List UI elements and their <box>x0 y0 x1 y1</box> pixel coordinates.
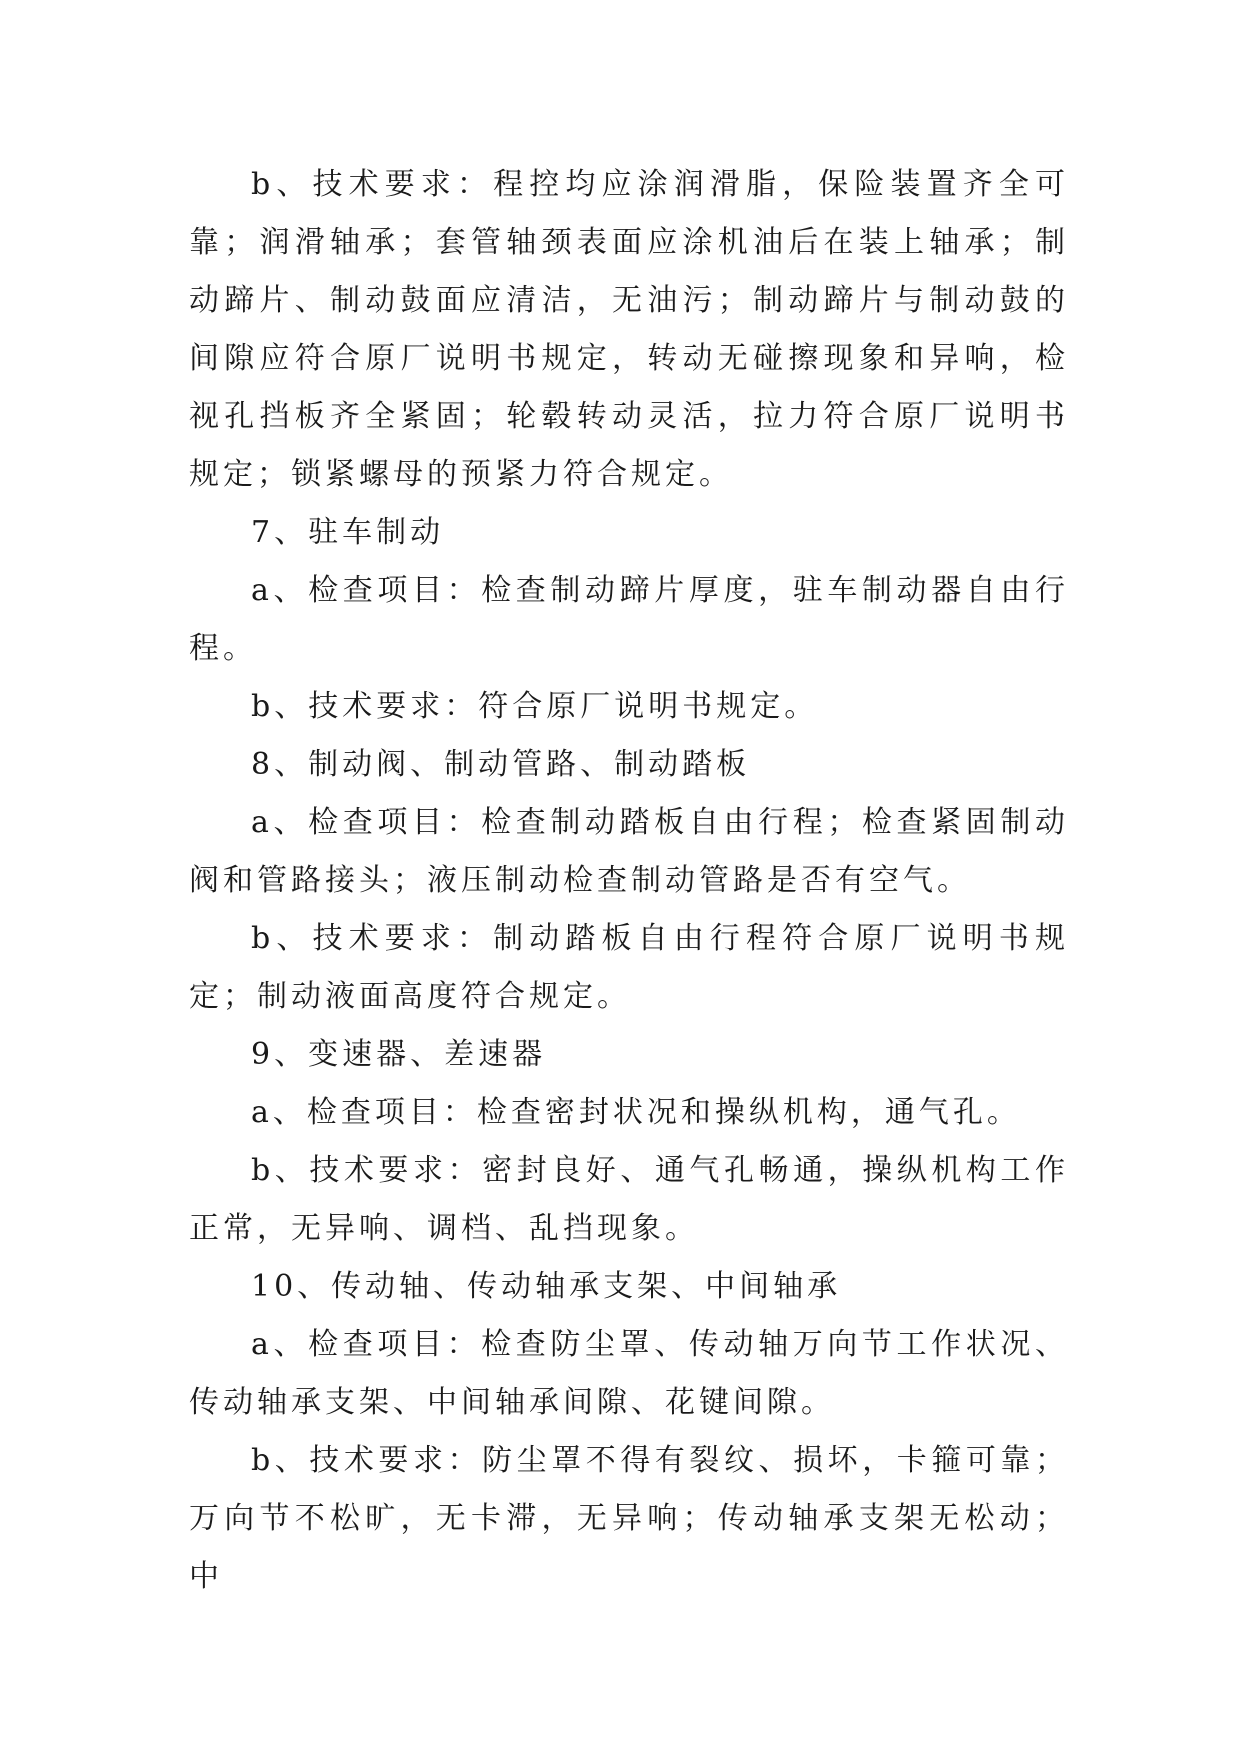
document-body <box>189 156 1069 1606</box>
paragraph-brake-tech-requirements: b、技术要求：程控均应涂润滑脂，保险装置齐全可靠；润滑轴承；套管轴颈表面应涂机油后在装上轴承；制动蹄片、制动鼓面应清洁，无油污；制动蹄片与制动鼓的间隙应符合原厂说明书规定，转动无碰擦现象和异响，检视孔挡板齐全紧固；轮毂转动灵活，拉力符合原厂说明书规定；锁紧螺母的预紧力符合规定。 <box>189 167 1069 492</box>
paragraph-driveshaft-inspection: a、检查项目：检查防尘罩、传动轴万向节工作状况、传动轴承支架、中间轴承间隙、花键间隙。 <box>189 1327 1069 1420</box>
paragraph-driveshaft-tech-requirements: b、技术要求：防尘罩不得有裂纹、损坏，卡箍可靠；万向节不松旷，无卡滞，无异响；传动轴承支架无松动；中 <box>189 1443 1069 1594</box>
paragraph-parking-brake-tech-requirements: b、技术要求：符合原厂说明书规定。 <box>251 689 819 724</box>
paragraph-brake-valve-inspection: a、检查项目：检查制动踏板自由行程；检查紧固制动阀和管路接头；液压制动检查制动管路是否有空气。 <box>189 805 1069 898</box>
heading-parking-brake: 7、驻车制动 <box>251 515 445 550</box>
heading-transmission-differential: 9、变速器、差速器 <box>251 1037 547 1072</box>
heading-brake-valve-lines-pedal: 8、制动阀、制动管路、制动踏板 <box>251 747 751 782</box>
paragraph-transmission-tech-requirements: b、技术要求：密封良好、通气孔畅通，操纵机构工作正常，无异响、调档、乱挡现象。 <box>189 1153 1069 1246</box>
paragraph-transmission-inspection: a、检查项目：检查密封状况和操纵机构，通气孔。 <box>251 1095 1021 1130</box>
heading-driveshaft-bearings: 10、传动轴、传动轴承支架、中间轴承 <box>251 1269 842 1304</box>
paragraph-parking-brake-inspection: a、检查项目：检查制动蹄片厚度，驻车制动器自由行程。 <box>189 573 1069 666</box>
paragraph-brake-valve-tech-requirements: b、技术要求：制动踏板自由行程符合原厂说明书规定；制动液面高度符合规定。 <box>189 921 1069 1014</box>
